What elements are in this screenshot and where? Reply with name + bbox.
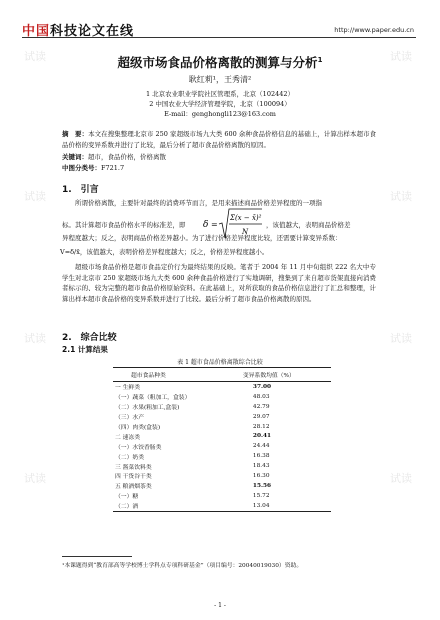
watermark: 试读 xyxy=(390,472,412,485)
row-category: （二）奶类 xyxy=(115,454,144,461)
watermark: 试读 xyxy=(24,472,46,485)
section-1-line-2-left: 标。其计算超市食品价格水平的标准差，即 xyxy=(62,221,186,229)
row-value: 15.56 xyxy=(252,482,272,489)
header-rule xyxy=(22,37,416,38)
classification xyxy=(62,163,124,172)
row-category: （三）水产 xyxy=(115,415,144,422)
price-dispersion-table xyxy=(113,367,331,512)
section-2-heading: 2. 综合比较 xyxy=(62,333,117,343)
row-value: 15.72 xyxy=(252,492,270,499)
footnote: ¹本课题得到“教育部高等学校博士学科点专项科研基金”（项目编号：20040019030）资助。 xyxy=(62,563,303,569)
abstract-text: 本文在搜集整理北京市 250 家超级市场九大类 600 余种食品价格信息的基础上，计算出样本超市食品价格的变异系数并进行了比较，最后分析了超市食品价格离散的原因。 xyxy=(62,130,377,149)
table-row xyxy=(113,491,331,501)
row-category: 五 粮酒烟茶类 xyxy=(115,484,152,491)
table-row xyxy=(113,481,331,491)
section-1-line-4: V=δ/x̄，该值越大，表明价格差异程度越大；反之，价格差异程度越小。 xyxy=(60,248,269,256)
table-row xyxy=(113,412,331,422)
table-row xyxy=(113,392,331,402)
row-category: 一 生鲜类 xyxy=(115,385,141,392)
watermark: 试读 xyxy=(24,50,46,63)
row-value: 20.41 xyxy=(252,433,272,440)
table-row xyxy=(113,471,331,481)
table-row xyxy=(113,431,331,441)
formula-equals: = xyxy=(211,220,218,229)
row-value: 28.12 xyxy=(252,423,270,430)
formula-denominator: N xyxy=(242,228,249,236)
title-footnote-mark: 1 xyxy=(317,55,323,64)
table-header-category: 超市食品种类 xyxy=(113,368,241,382)
table-body xyxy=(113,382,331,512)
row-value: 13.04 xyxy=(241,501,331,511)
section-1-line-2-right: ，该值越大，表明商品价格差 xyxy=(266,221,351,229)
watermark: 试读 xyxy=(390,50,412,63)
formula-numerator: Σ(x − x̄)² xyxy=(230,214,262,222)
row-value: 29.07 xyxy=(252,413,270,420)
table-row xyxy=(113,501,331,511)
row-value: 18.43 xyxy=(252,463,270,470)
paper-title-text: 超级市场食品价格离散的测算与分析 xyxy=(117,55,318,70)
row-category: （二）水果(粗加工,盒装) xyxy=(115,405,180,412)
row-value: 37.00 xyxy=(252,383,272,390)
logo-red-text: 中国 xyxy=(22,24,51,39)
row-value: 16.38 xyxy=(252,453,270,460)
row-value: 16.30 xyxy=(252,472,270,479)
page-number: - 1 - xyxy=(214,602,226,609)
table-row xyxy=(113,451,331,461)
watermark: 试读 xyxy=(24,190,46,203)
table-row xyxy=(113,382,331,392)
keywords xyxy=(62,152,166,161)
paper-title xyxy=(0,53,440,71)
row-category: （一）水饺香肠类 xyxy=(115,444,162,451)
row-category: （二）酒 xyxy=(113,501,241,511)
table-header-row xyxy=(113,368,331,382)
keywords-text: 超市，食品价格，价格离散 xyxy=(88,153,166,161)
row-category: （一）糖 xyxy=(115,494,139,501)
row-category: （一）蔬菜（粗加工，盒装） xyxy=(115,395,191,402)
row-value: 42.79 xyxy=(252,403,270,410)
watermark: 试读 xyxy=(24,332,46,345)
footnote-rule xyxy=(62,556,132,557)
affiliation-2: 2 中国农业大学经济管理学院，北京（100094） xyxy=(149,100,291,108)
author-line: 耿红莉¹，王秀清² xyxy=(188,75,252,84)
formula-lhs: δ xyxy=(203,220,209,230)
section-1-line-1: 所谓价格离散，主要针对最终的消费环节而言，是用来描述商品价格差异程度的一项指 xyxy=(75,199,322,207)
table-row xyxy=(113,422,331,432)
abstract xyxy=(62,129,376,151)
table-header-value: 变异系数均值（%） xyxy=(241,368,331,382)
keywords-label: 关键词： xyxy=(62,153,88,161)
table-row xyxy=(113,461,331,471)
abstract-label: 摘 要： xyxy=(62,130,89,138)
row-category: 二 速冻类 xyxy=(115,434,141,441)
section-1-heading: 1. 引言 xyxy=(62,185,99,195)
table-caption: 表 1 超市食品价格离散综合比较 xyxy=(177,359,263,366)
section-1-paragraph-2: 超级市场食品价格是超市食品定价行为最终结果的反映。笔者于 2004 年 11 月中旬组织 222 名大中专学生对北京市 250 家超级市场九大类 600 余种食品价格进行了实地调研，搜集到了来自超市货架直接向消费者标示的、较为完整的超市食品价格原始资料。在此基础上，对所获取的食品价格信息进行了汇总和整理，计算出样本超市食品价格的变异系数并进行了比较。最后分析了超市食品价格离散的原因。 xyxy=(62,263,376,303)
row-value: 48.03 xyxy=(252,393,270,400)
classification-label: 中图分类号： xyxy=(62,164,101,172)
watermark: 试读 xyxy=(390,190,412,203)
row-category: 三 酱菜饮料类 xyxy=(115,464,152,471)
watermark: 试读 xyxy=(390,332,412,345)
author-email[interactable]: E-mail：genghongli123@163.com xyxy=(164,110,276,118)
section-1-line-3: 异程度越大；反之，表明商品价格差异越小。为了进行价格差异程度比较，还需要计算变异系数： xyxy=(62,234,342,242)
table-row xyxy=(113,441,331,451)
row-category: 四 干货谷干类 xyxy=(115,474,152,481)
affiliation-1: 1 北京农业职业学院社区管理系，北京（102442） xyxy=(145,90,294,98)
classification-number: F721.7 xyxy=(101,164,125,172)
page-header xyxy=(0,0,440,39)
row-value: 24.44 xyxy=(252,443,270,450)
site-url[interactable]: http://www.paper.edu.cn xyxy=(334,26,414,34)
table-row xyxy=(113,402,331,412)
row-category: （四）肉类(盒装) xyxy=(115,425,161,431)
logo-black-text: 科技论文在线 xyxy=(50,24,135,39)
section-2-1-heading: 2.1 计算结果 xyxy=(62,345,108,354)
